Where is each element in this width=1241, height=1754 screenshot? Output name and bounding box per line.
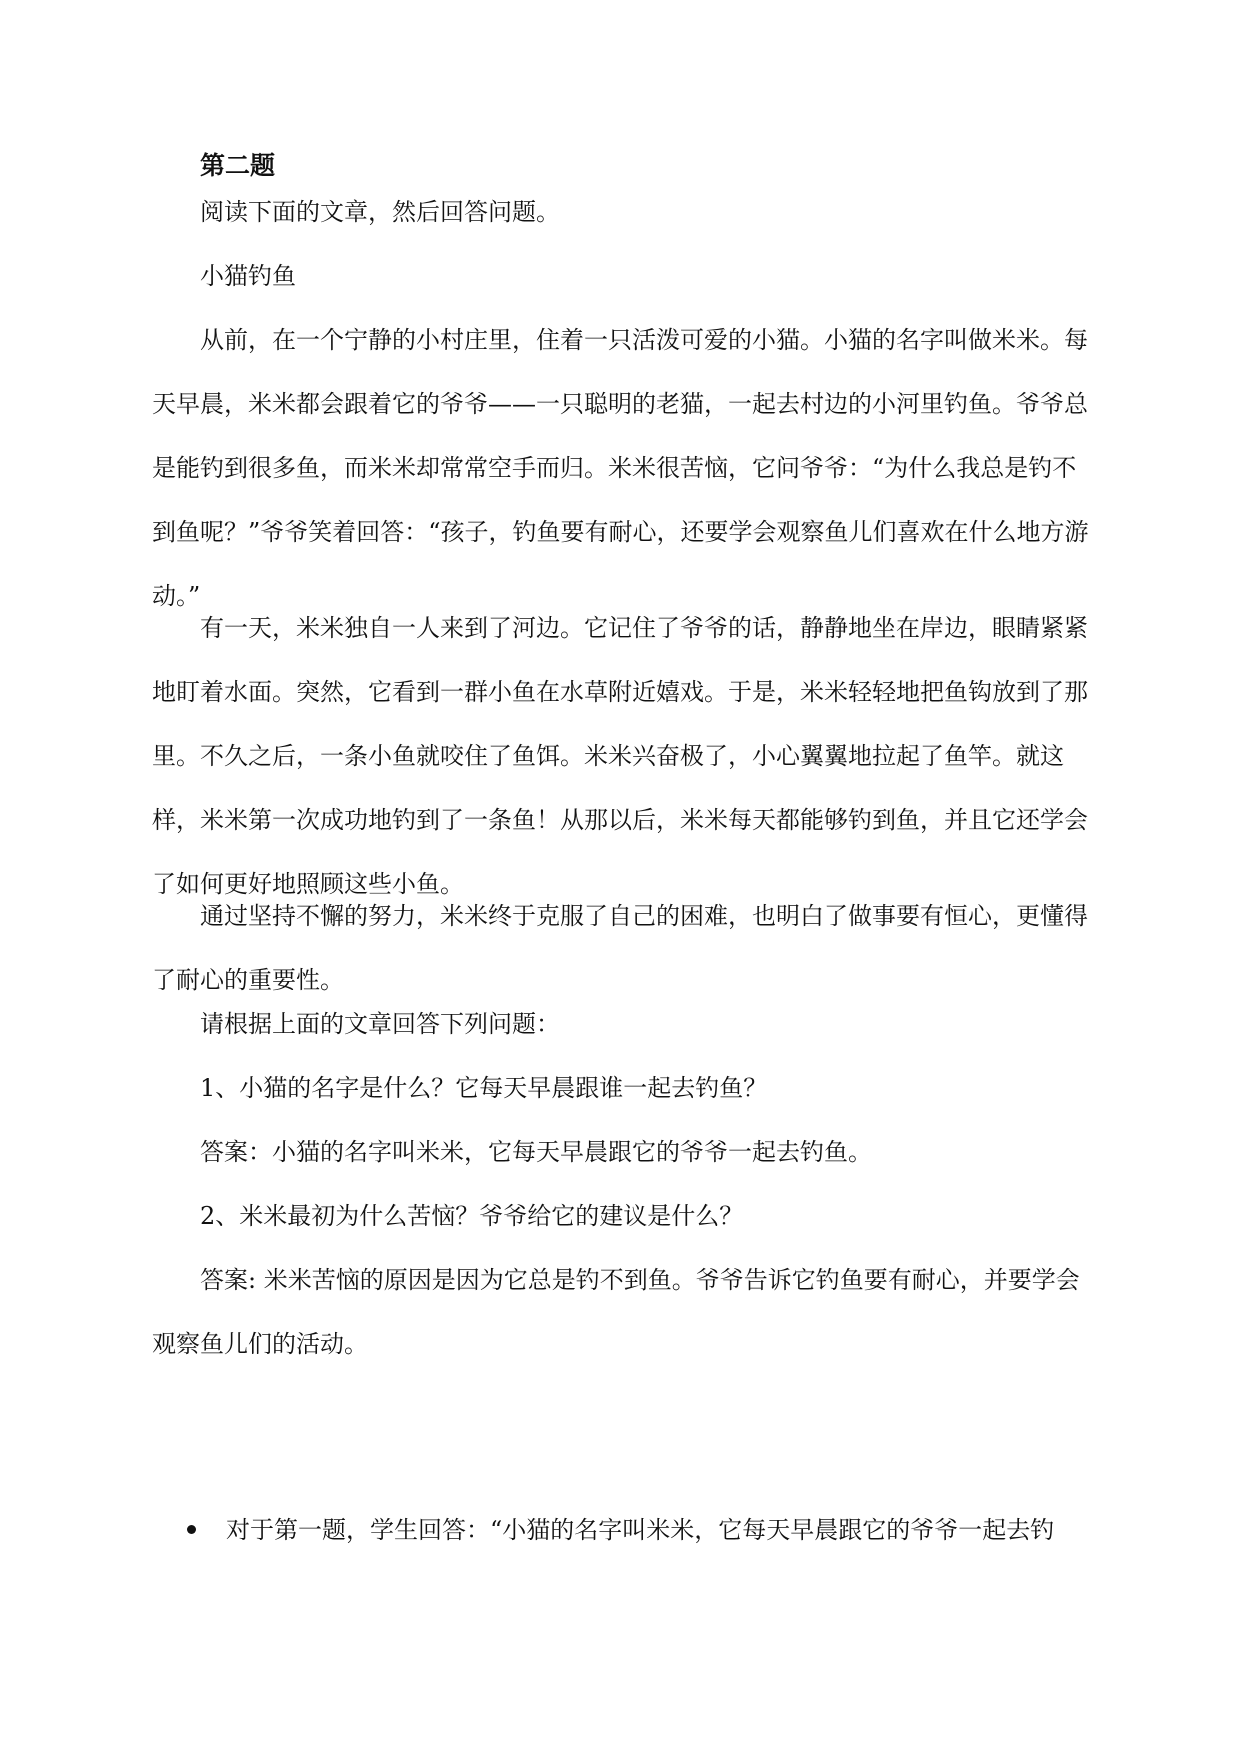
question-1: 1、小猫的名字是什么？它每天早晨跟谁一起去钓鱼？ (200, 1074, 768, 1102)
bullet-item (187, 1498, 1054, 1562)
story-paragraph-2: 有一天，米米独自一人来到了河边。它记住了爷爷的话，静静地坐在岸边，眼睛紧紧地盯着水面。突然，它看到一群小鱼在水草附近嬉戏。于是，米米轻轻地把鱼钩放到了那里。不久之后，一条小鱼就咬住了鱼饵。米米兴奋极了，小心翼翼地拉起了鱼竿。就这样，米米第一次成功地钓到了一条鱼！从那以后，米米每天都能够钓到鱼，并且它还学会了如何更好地照顾这些小鱼。 (152, 614, 1088, 898)
bullet-dot-icon (187, 1525, 196, 1534)
story-title: 小猫钓鱼 (200, 262, 296, 290)
instruction-text: 阅读下面的文章，然后回答问题。 (200, 198, 560, 226)
question-intro: 请根据上面的文章回答下列问题： (200, 1010, 560, 1038)
answer-1: 答案：小猫的名字叫米米，它每天早晨跟它的爷爷一起去钓鱼。 (200, 1138, 872, 1166)
answer-2: 答案: 米米苦恼的原因是因为它总是钓不到鱼。爷爷告诉它钓鱼要有耐心，并要学会观察鱼儿们的活动。 (152, 1266, 1080, 1358)
question-2: 2、米米最初为什么苦恼？爷爷给它的建议是什么？ (200, 1202, 744, 1230)
question-heading: 第二题 (200, 151, 276, 180)
story-paragraph-1: 从前，在一个宁静的小村庄里，住着一只活泼可爱的小猫。小猫的名字叫做米米。每天早晨，米米都会跟着它的爷爷——一只聪明的老猫，一起去村边的小河里钓鱼。爷爷总是能钓到很多鱼，而米米却常常空手而归。米米很苦恼，它问爷爷：“为什么我总是钓不到鱼呢？”爷爷笑着回答：“孩子，钓鱼要有耐心，还要学会观察鱼儿们喜欢在什么地方游动。” (152, 326, 1089, 610)
bullet-text: 对于第一题，学生回答：“小猫的名字叫米米，它每天早晨跟它的爷爷一起去钓 (226, 1516, 1055, 1544)
story-paragraph-3: 通过坚持不懈的努力，米米终于克服了自己的困难，也明白了做事要有恒心，更懂得了耐心的重要性。 (152, 902, 1088, 994)
